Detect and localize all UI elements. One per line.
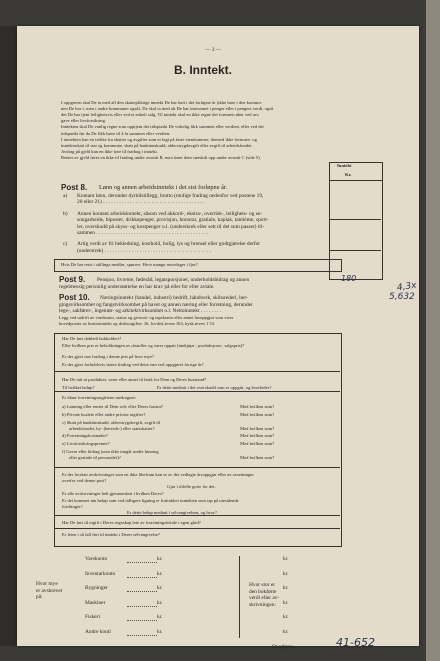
- question: Gjør i tilfelle greie for det.: [167, 484, 216, 489]
- depreciation-item: Varekonto: [85, 556, 108, 562]
- depreciation-blank: [127, 606, 157, 607]
- post-10-title: Post 10.: [59, 293, 90, 302]
- post-8-item-text: (understrek) . . . . . . . . . . . . . . . . . . . . . . . . . . . . . . . . . . . . . . . .: [77, 247, 212, 254]
- reisedager-question: Hvis De har reist i stillings medfør, spørres: Hvor mange reisedager i fjor?: [61, 262, 198, 267]
- question-item: f) Gaver eller bidrag (som ikke inngår under lønning: [62, 449, 159, 454]
- depreciation-kr: kr.: [157, 570, 163, 577]
- question: Har De tatt ut produkter, varer eller annet til bruk for Dem og Deres husstand?: [62, 377, 207, 382]
- question-item-amount-label: Med hvilken sum?: [240, 433, 275, 438]
- question-item-amount-label: Med hvilken sum?: [240, 441, 275, 446]
- post-8-item-text: 20 eller 21) . . . . . . . . . . . . . . . . . . . . . . . . . . . . . . . . . . . . . .: [77, 199, 205, 206]
- intro-line: gave eller livsforsikring.: [61, 118, 107, 124]
- intro-line: I oppgaven skal De ta med all den skattepliktige inntekt De har hatt i det forløpne år (ikke bare i den kommu-: [61, 100, 263, 105]
- depreciation-kr: kr.: [157, 585, 163, 591]
- handwritten-margin-note: 4,3x: [396, 280, 418, 294]
- intro-line: tidspunkt før da De fikk høve til å fa summen eller verdien.: [61, 130, 171, 136]
- post-8-item-text: Artig verdi av fri bekledning, kosthold, bolig, lys og brensel eller godtgjørelse derfor: [77, 241, 261, 248]
- post-9-line: Pensjon, livrente, føderåd, legatsporsjoner, underholdsbidrag og annen: [97, 277, 250, 283]
- question-item: e) Livsforsikringspremie?: [62, 441, 110, 446]
- post-8-item-text: Kontant lønn, derunder dyrtidstillegg, brutto (mulige fradrag nedenfor ved postene 19,: [77, 193, 264, 199]
- intro-line: Renter av gjeld føres en ikke til fradrag under avsnitt B, men fører dem særskilt opp under avsnitt C (side 5).: [61, 154, 261, 160]
- question: Er der gjort noe fradrag i denne pris på hvor mye?: [62, 354, 155, 359]
- depreciation-kr-right: kr.: [283, 585, 289, 591]
- post-10-line: Næringsinntekt (handel, industri) bedrift, håndverk, skibsrederi, ber-: [100, 295, 248, 301]
- post-8-title: Post 8.: [61, 183, 88, 192]
- post-8-item-label: a): [63, 193, 68, 199]
- post-8-item-text: sammen . . . . . . . . . . . . . . . . . . . . . . . . . . . . . . . . . . . . . . . . . .: [77, 230, 209, 236]
- question-item: a) Lønning eller renter til Dem selv eller Deres hustru?: [62, 404, 163, 409]
- post-8-item-text: Annen kontant arbeidsinntekt, såsom ved akkord-, ekstra-, overtids-, leilighets- og se-: [77, 210, 263, 217]
- question-item-amount-label: Med hvilken sum?: [240, 404, 275, 409]
- question: Er leien i så fall ført til inntekt i Deres selvangivelse?: [62, 532, 160, 537]
- question-item-amount-label: Med hvilken sum?: [240, 454, 275, 460]
- depreciation-kr: kr.: [157, 599, 163, 606]
- questionnaire-separator: [54, 371, 340, 372]
- depreciation-blank: [127, 577, 157, 578]
- column-header-inntekt: Inntekt: [337, 163, 352, 168]
- question-item-amount-label: Med hvilken sum?: [240, 425, 275, 431]
- question: Eller hvilken pris er beholdningen av råstoffer og varer oppatt (innkjøps-, produksjons-, salgspris)?: [62, 343, 245, 348]
- questionnaire-separator: [54, 528, 340, 529]
- question-item-amount-label: Med hvilken sum?: [240, 412, 275, 417]
- post-9-title: Post 9.: [59, 275, 86, 284]
- question: Er der foretatt avskrivninger som en ikke likefram kan se av det vedlagte årsoppgjør eller av avsetninger: [62, 472, 254, 477]
- post-8-item-text: ler, overskudd på skyss- og kostpenger o.l. (underskrek eller sett til det som passer) til-: [77, 223, 265, 230]
- post-9-line: regelmessig personlig understøttelse en har krav på eller for eller avtale.: [59, 284, 215, 290]
- question-item: d) Forretningskostnader?: [62, 433, 109, 438]
- depreciation-kr: kr.: [157, 628, 163, 635]
- depreciation-blank: [127, 591, 157, 592]
- handwritten-total: 41-652: [336, 636, 375, 649]
- question: fordringer?: [62, 504, 83, 509]
- depreciation-label-left: Hvor mye er avskrevet på:: [36, 581, 63, 601]
- overfores-label: Overføres: [272, 644, 294, 650]
- depreciation-blank: [127, 620, 157, 621]
- post-8-subtitle: Lønn og annen arbeidsinntekt i det sist forløpne år.: [99, 184, 228, 191]
- post-10-line: gingsvirksomhet og fangstvirksomhet på havet og annen næring eller forretning, derunder: [59, 302, 253, 308]
- questionnaire-separator: [54, 467, 340, 468]
- question-item: eller gratiale til personalet)?: [69, 454, 121, 460]
- page-number: — 3 —: [205, 47, 222, 53]
- question: Til hvilket beløp?: [62, 385, 95, 390]
- intro-line: Inntekten skal De vanlig regne som opptjent det tidspunkt De virkelig fikk summen eller verdien, eller ved det: [61, 124, 264, 130]
- amount-column: [329, 181, 383, 280]
- depreciation-item: Bygninger: [85, 585, 108, 591]
- handwritten-number: 180: [341, 274, 357, 283]
- questionnaire-separator: [54, 391, 340, 392]
- document-page: [17, 26, 419, 650]
- depreciation-kr-right: kr.: [283, 570, 289, 577]
- column-header-kr: Kr.: [345, 172, 352, 177]
- post-10-line: Legg ved utdrift av varekonto, status og gevinst- og tapskonto eller annet årsoppgjør som viser: [59, 314, 234, 320]
- depreciation-kr: kr.: [157, 614, 163, 620]
- question-item: arbeidsfondet, by- (herreds-) eller statsskatter?: [69, 425, 155, 431]
- question: Er blant forretningsutgiftene medregnet:: [62, 395, 137, 400]
- depreciation-kr-right: kr.: [283, 556, 289, 562]
- depreciation-kr-right: kr.: [283, 599, 289, 606]
- depreciation-item: Fiskeri: [85, 614, 100, 620]
- page-title: B. Inntekt.: [174, 63, 233, 77]
- question: Er alle avskrivninger helt gjennomført i hvilken Deres?: [62, 491, 164, 496]
- column-header-box: [329, 162, 383, 181]
- question: Er dette beløp medtatt i selvangivelsen, og hvor?: [127, 510, 217, 515]
- question-item: b) Private husleie eller andre private utgifter?: [62, 412, 146, 417]
- post-8-item-label: c): [63, 241, 68, 248]
- intro-line: Avdrag på gjeld kan en ikke føre til fradrag i inntekt.: [61, 148, 158, 154]
- question: Er dette medtatt i det overskudd som er oppgitt, og hvorledes?: [157, 385, 272, 390]
- post-8-item-text: songarbeide, biposter, drikkepenger, provisjon, honorar, gratiale, kaplak, tantième, sport-: [77, 217, 269, 224]
- depreciation-item: Andre konti: [85, 628, 111, 635]
- question: Har De ført til utgift i Deres regnskap leie av forretningslokale i egen gård?: [62, 520, 201, 525]
- intro-line: I inntekten kan en trekke fra skatter og avgifter som er lagt på faste eiendommer, dermed ikke formues- og: [61, 136, 257, 142]
- question-item: c) Skatt på bankinnskudd, alderstrygdavgift, avgift til: [62, 420, 161, 425]
- question: Er der gjort forholdsvis større fradrag ved dette enn ved oppgjøret forrige år?: [62, 362, 204, 367]
- depreciation-kr-right: kr.: [283, 614, 289, 620]
- depreciation-item: Inventarkonto: [85, 570, 116, 577]
- book-binding: [0, 26, 17, 646]
- intro-line: inntektsskatt til stat og kommune, skatt på bankinnskudd, alderstrygdavgift eller avgift til arbeidsfondet.: [61, 142, 253, 148]
- question: Er det kommet inn beløp som ved tidligere ligning er frafrakket inntekten som tap på utestående: [62, 498, 239, 503]
- intro-line: nen De bor i, men i andre kommuner også). De skal ta med alt De har innvunnet i penger eller i pengers verdi, også: [61, 106, 274, 112]
- background-strip: [426, 0, 440, 661]
- questionnaire-separator: [54, 515, 340, 516]
- depreciation-blank: [127, 562, 157, 563]
- post-10-line: hovedposter av bruttoinntekt og driftsutgifter. Jfr. lovdok.teven 163, bysk.teven 1 53.: [59, 320, 216, 326]
- depreciation-label-right: Hvor stor er den bokførte verdi eller av- skrivningen:: [249, 582, 280, 608]
- handwritten-margin-note-2: 5,632: [389, 292, 415, 302]
- depreciation-blank: [127, 635, 157, 636]
- question: Har De ført dobbelt bokholderi?: [62, 336, 122, 341]
- depreciation-item: Maskiner: [85, 599, 106, 606]
- depreciation-kr-right: kr.: [283, 628, 289, 635]
- depreciation-kr: kr.: [157, 556, 163, 562]
- post-10-line: lege-, sakfører-, ingeniør- og arkitektvirksomhet o.l. Nettoinntekt . . . . . . . .: [59, 308, 222, 315]
- post-8-item-label: b): [63, 210, 68, 217]
- question: overfor ved denne post?: [62, 478, 107, 483]
- intro-line: det De har tjent leilighetsvis eller ved et enkelt salg. Til inntekt skal en ikke regne det formuen øker ved arv,: [61, 112, 260, 118]
